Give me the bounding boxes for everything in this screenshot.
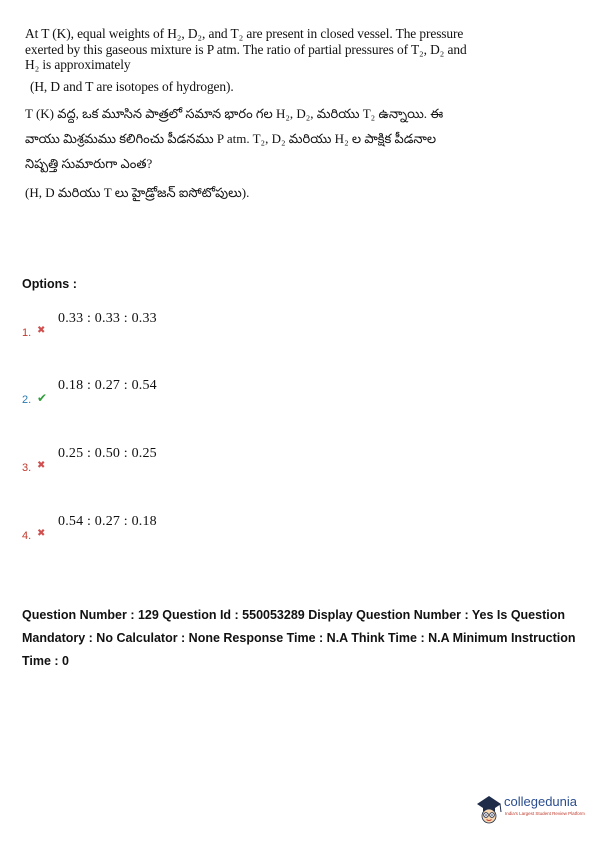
question-telugu-line: నిష్పత్తి సుమారుగా ఎంత? bbox=[25, 156, 153, 171]
cross-icon: ✖ bbox=[37, 460, 46, 471]
checkmark-icon: ✔ bbox=[37, 391, 48, 405]
option-1[interactable] bbox=[22, 311, 422, 351]
question-telugu-note: (H, D మరియు T లు హైడ్రోజన్ ఐసోటోపులు). bbox=[25, 185, 250, 200]
question-metadata bbox=[22, 604, 582, 673]
option-2[interactable] bbox=[22, 378, 422, 418]
question-telugu-line: T (K) వద్ద, ఒక మూసిన పాత్రలో సమాన భారం గల H₂, D₂, మరియు T₂ ఉన్నాయి. ఈ bbox=[25, 106, 444, 121]
question-text-line: exerted by this gaseous mixture is P atm. The ratio of partial pressures of T₂, D₂ and bbox=[25, 41, 467, 57]
question-text-line: H₂ is approximately bbox=[25, 57, 131, 72]
question-note: (H, D and T are isotopes of hydrogen). bbox=[30, 78, 234, 94]
option-number: 2. bbox=[22, 394, 32, 406]
option-text: 0.25 : 0.50 : 0.25 bbox=[58, 446, 157, 461]
option-number: 3. bbox=[22, 462, 32, 474]
question-block bbox=[25, 26, 570, 205]
logo-text: collegedunia bbox=[504, 794, 578, 809]
option-number: 4. bbox=[22, 530, 32, 542]
option-text: 0.54 : 0.27 : 0.18 bbox=[58, 514, 157, 529]
option-text: 0.33 : 0.33 : 0.33 bbox=[58, 311, 157, 326]
option-text: 0.18 : 0.27 : 0.54 bbox=[58, 378, 157, 393]
question-text-line: At T (K), equal weights of H₂, D₂, and T₂ are present in closed vessel. The pressure bbox=[25, 26, 464, 41]
option-3[interactable] bbox=[22, 446, 422, 486]
metadata-line: Question Number : 129 Question Id : 550053289 Display Question Number : Yes Is Question bbox=[22, 608, 565, 622]
logo-tagline: India's Largest Student Review Platform bbox=[505, 811, 585, 816]
metadata-line: Time : 0 bbox=[22, 654, 70, 668]
metadata-line: Mandatory : No Calculator : None Response Time : N.A Think Time : N.A Minimum Instruction bbox=[22, 631, 576, 645]
option-4[interactable] bbox=[22, 514, 422, 554]
options-heading: Options : bbox=[22, 277, 77, 291]
mascot-icon bbox=[474, 792, 504, 826]
option-number: 1. bbox=[22, 327, 32, 339]
cross-icon: ✖ bbox=[37, 325, 46, 336]
question-telugu-line: వాయు మిశ్రమము కలిగించు పీడనము P atm. T₂, D₂ మరియు H₂ ల పాక్షిక పీడనాల bbox=[25, 131, 437, 146]
cross-icon: ✖ bbox=[37, 528, 46, 539]
collegedunia-logo bbox=[474, 791, 586, 829]
